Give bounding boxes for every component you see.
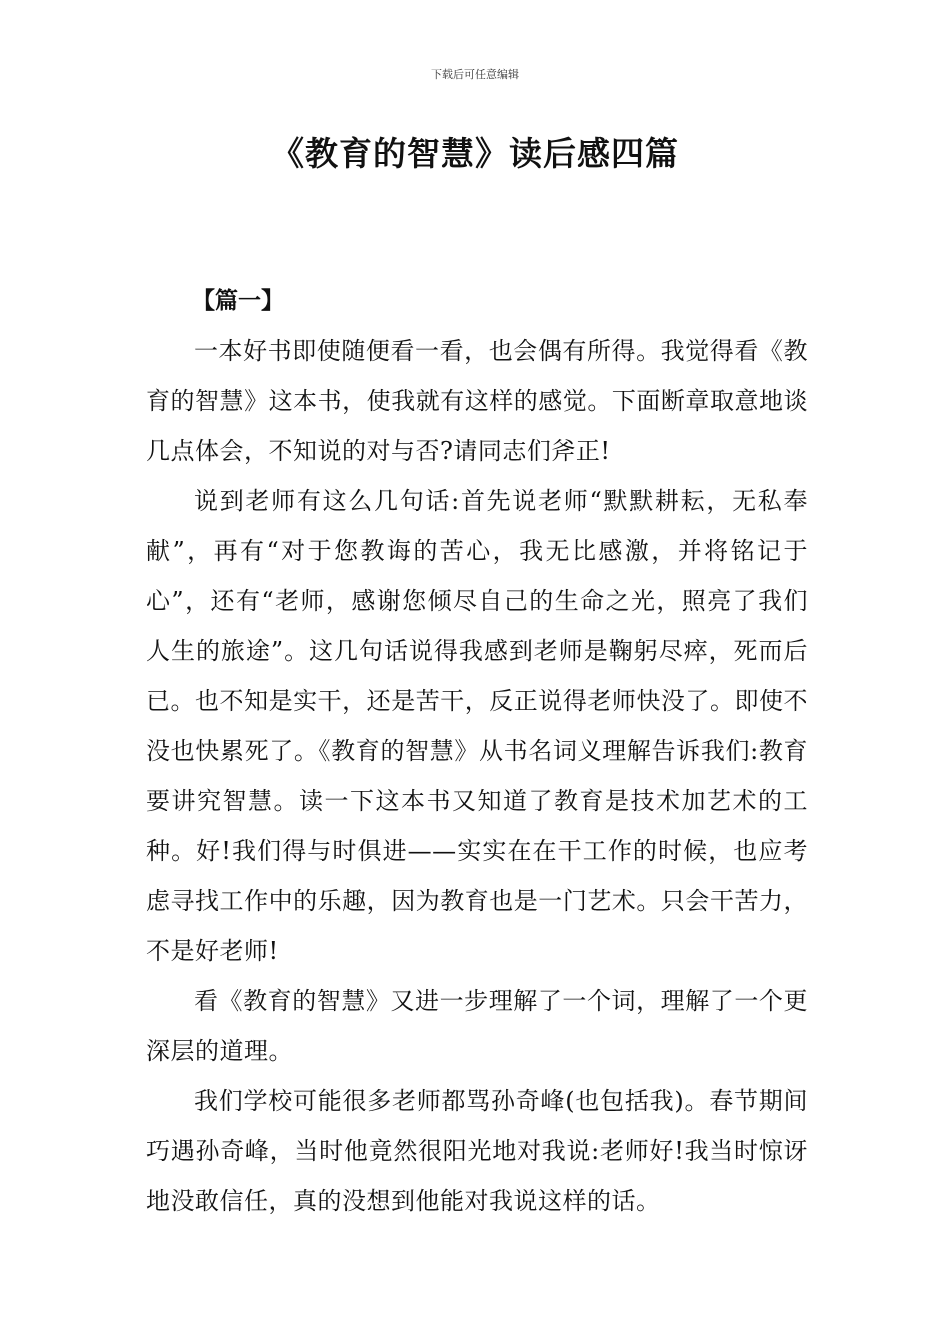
paragraph-3: 看《教育的智慧》又进一步理解了一个词，理解了一个更深层的道理。 [146,987,808,1065]
document-body [146,276,808,1226]
section-heading: 【篇一】 [192,288,284,314]
paragraph-2: 说到老师有这么几句话:首先说老师“默默耕耘，无私奉献”，再有“对于您教诲的苦心，我无比感激，并将铭记于心”，还有“老师，感谢您倾尽自己的生命之光，照亮了我们人生的旅途”。这几句话说得我感到老师是鞠躬尽瘁，死而后已。也不知是实干，还是苦干，反正说得老师快没了。即使不没也快累死了。《教育的智慧》从书名词义理解告诉我们:教育要讲究智慧。读一下这本书又知道了教育是技术加艺术的工种。好!我们得与时俱进——实实在在干工作的时候，也应考虑寻找工作中的乐趣，因为教育也是一门艺术。只会干苦力，不是好老师! [146,487,808,965]
page-header-note: 下载后可任意编辑 [431,68,519,81]
paragraph-1: 一本好书即使随便看一看，也会偶有所得。我觉得看《教育的智慧》这本书，使我就有这样的感觉。下面断章取意地谈几点体会，不知说的对与否?请同志们斧正! [146,337,808,465]
paragraph-4: 我们学校可能很多老师都骂孙奇峰(也包括我)。春节期间巧遇孙奇峰，当时他竟然很阳光地对我说:老师好!我当时惊讶地没敢信任，真的没想到他能对我说这样的话。 [146,1087,808,1215]
document-title: 《教育的智慧》读后感四篇 [271,134,679,173]
